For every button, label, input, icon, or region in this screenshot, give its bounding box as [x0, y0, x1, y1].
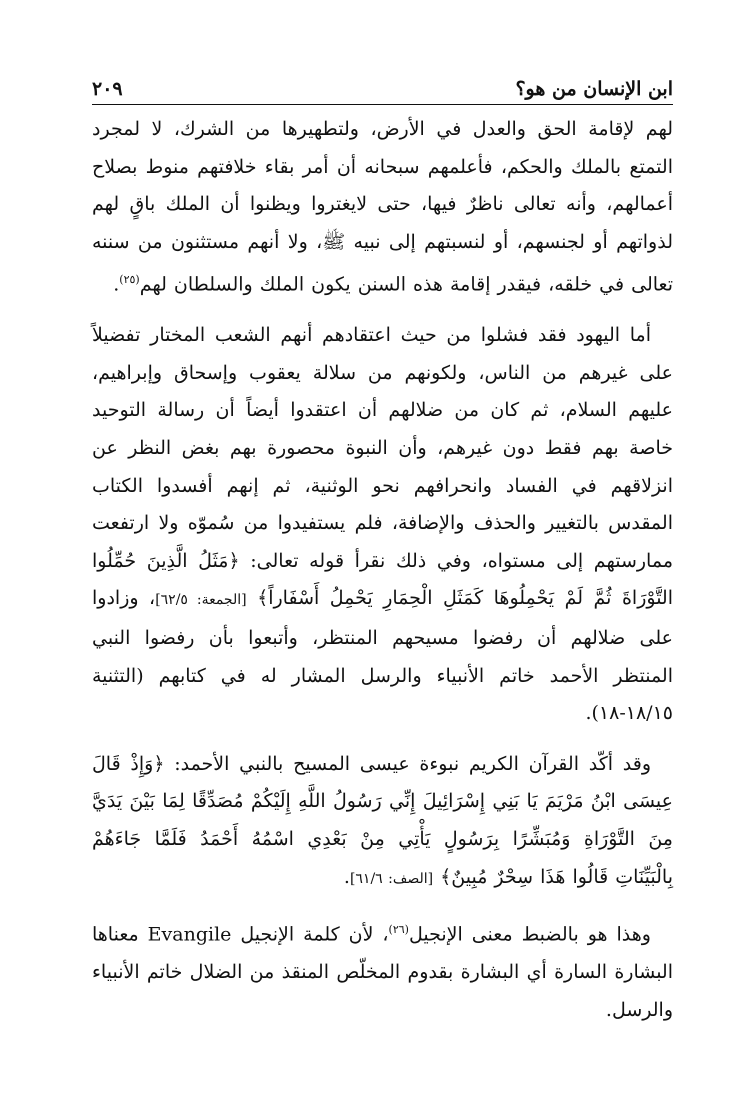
paragraph-text: أما اليهود فقد فشلوا من حيث اعتقادهم أنهم الشعب المختار تفضيلاً على غيرهم من الناس، ولكونهم من سلالة يعقوب وإسحاق وإبراهيم، عليهم السلام، ثم كان من ضلالهم أن اعتقدوا أيضاً أن رسالة التوحيد خاصة بهم فقط دون غيرهم، وأن النبوة محصورة بهم بغض النظر عن انزلاقهم في الفساد وانحرافهم نحو الوثنية، ثم إنهم أفسدوا الكتاب المقدس بالتغيير والحذف والإضافة، فلم يستفيدوا من سُموّه ولا ارتفعت ممارستهم إلى مستواه، وفي ذلك نقرأ قوله تعالى: ﴿مَثَلُ الَّذِينَ حُمِّلُوا التَّوْرَاةَ ثُمَّ لَمْ يَحْمِلُوهَا كَمَثَلِ الْحِمَارِ يَحْمِلُ أَسْفَاراً﴾ — [92, 324, 673, 610]
paragraph — [92, 317, 673, 733]
page-number: ٢٠٩ — [92, 78, 123, 100]
quran-citation: [الجمعة: ٦٢/٥] — [155, 592, 247, 609]
footnote-marker: (٢٥) — [119, 273, 140, 287]
footnote-marker: (٢٦) — [388, 923, 409, 937]
paragraph-text: ، وزادوا على ضلالهم أن رفضوا مسيحهم المنتظر، وأتبعوا بأن رفضوا النبي المنتظر الأحمد خاتم الأنبياء والرسل المشار له في كتابهم (التثنية ١٨/١٥-١٨). — [92, 587, 673, 725]
paragraph — [92, 746, 673, 898]
running-title: ابن الإنسان من هو؟ — [515, 78, 673, 100]
paragraph — [92, 911, 673, 1029]
paragraph-text: وهذا هو بالضبط معنى الإنجيل — [408, 923, 651, 946]
quran-citation: [الصف: ٦١/٦] — [349, 870, 434, 887]
paragraph-text: ، لأن كلمة الإنجيل Evangile معناها البشارة السارة أي البشارة بقدوم المخلّص المنقذ من الضلال خاتم الأنبياء والرسل. — [92, 923, 673, 1021]
paragraph-text: . — [343, 865, 350, 888]
paragraph-text: وقد أكّد القرآن الكريم نبوءة عيسى المسيح بالنبي الأحمد: ﴿وَإِذْ قَالَ عِيسَى ابْنُ مَرْيَمَ يَا بَنِي إِسْرَائِيلَ إِنِّي رَسُولُ اللَّهِ إِلَيْكُمْ مُصَدِّقًا لِمَا بَيْنَ يَدَيَّ مِنَ التَّوْرَاةِ وَمُبَشِّرًا بِرَسُولٍ يَأْتِي مِنْ بَعْدِي اسْمُهُ أَحْمَدُ فَلَمَّا جَاءَهُمْ بِالْبَيِّنَاتِ قَالُوا هَذَا سِحْرٌ مُبِينٌ﴾ — [92, 752, 673, 888]
paragraph — [92, 111, 673, 304]
page-body — [92, 111, 673, 1029]
book-page — [92, 66, 673, 1042]
paragraph-text: لهم لإقامة الحق والعدل في الأرض، ولتطهيرها من الشرك، لا لمجرد التمتع بالملك والحكم، فأعلمهم سبحانه أن أمر بقاء خلافتهم منوط بصلاح أعمالهم، وأنه تعالى ناظرٌ فيها، حتى لايغتروا ويظنوا أن الملك باقٍ لهم لذواتهم أو لجنسهم، أو لنسبتهم إلى نبيه ﷺ، ولا أنهم مستثنون من سننه تعالى في خلقه، فيقدر إقامة هذه السنن يكون الملك والسلطان لهم — [92, 118, 673, 296]
page-header — [92, 66, 673, 105]
paragraph-text: . — [113, 273, 120, 296]
